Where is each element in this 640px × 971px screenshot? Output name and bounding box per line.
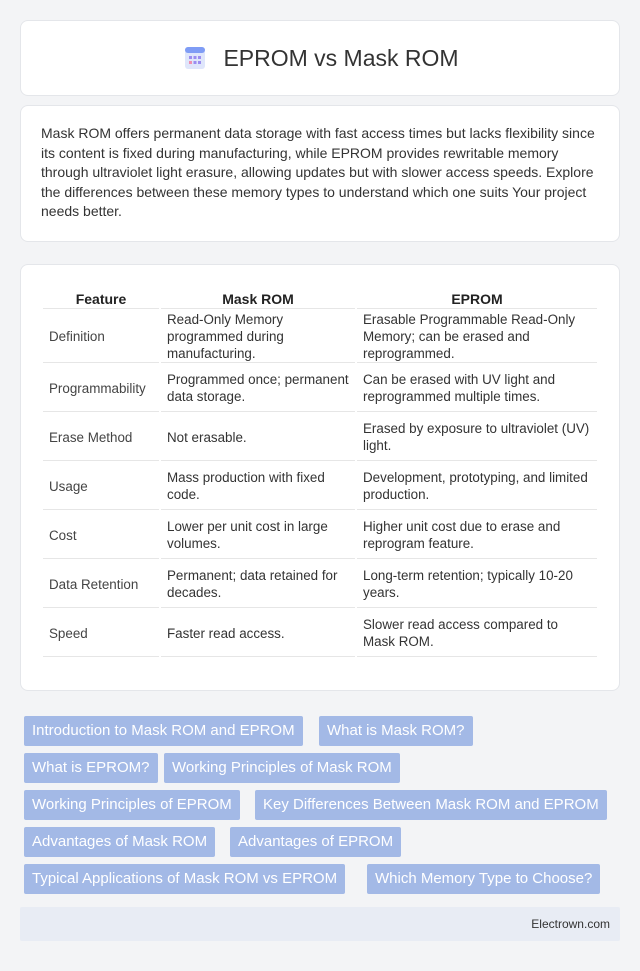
- title-wrap: [181, 44, 458, 72]
- intro-card: [20, 105, 620, 242]
- tag-what-is-eprom[interactable]: What is EPROM?: [24, 753, 158, 783]
- tag-introduction[interactable]: Introduction to Mask ROM and EPROM: [24, 716, 303, 746]
- tag-working-eprom[interactable]: Working Principles of EPROM: [24, 790, 240, 820]
- eprom-cell: Development, prototyping, and limited production.: [357, 463, 597, 510]
- footer-site[interactable]: Electrown.com: [531, 917, 610, 931]
- eprom-cell: Erasable Programmable Read-Only Memory; can be erased and reprogrammed.: [357, 311, 597, 363]
- feature-cell: Programmability: [43, 365, 159, 412]
- tag-advantages-mask-rom[interactable]: Advantages of Mask ROM: [24, 827, 215, 857]
- footer: [20, 907, 620, 941]
- tag-what-is-mask-rom[interactable]: What is Mask ROM?: [319, 716, 473, 746]
- feature-cell: Usage: [43, 463, 159, 510]
- feature-cell: Definition: [43, 311, 159, 363]
- table-row: [43, 414, 597, 461]
- header-eprom: EPROM: [357, 289, 597, 309]
- eprom-cell: Long-term retention; typically 10-20 years.: [357, 561, 597, 608]
- eprom-cell: Slower read access compared to Mask ROM.: [357, 610, 597, 657]
- title-card: [20, 20, 620, 96]
- page-title: EPROM vs Mask ROM: [223, 44, 459, 71]
- mask-rom-cell: Read-Only Memory programmed during manufacturing.: [161, 311, 355, 363]
- table-row: [43, 365, 597, 412]
- document-grid-icon: [181, 44, 209, 72]
- feature-cell: Speed: [43, 610, 159, 657]
- eprom-cell: Can be erased with UV light and reprogrammed multiple times.: [357, 365, 597, 412]
- tag-typical-applications[interactable]: Typical Applications of Mask ROM vs EPROM: [24, 864, 345, 894]
- mask-rom-cell: Permanent; data retained for decades.: [161, 561, 355, 608]
- mask-rom-cell: Lower per unit cost in large volumes.: [161, 512, 355, 559]
- header-mask-rom: Mask ROM: [161, 289, 355, 309]
- feature-cell: Data Retention: [43, 561, 159, 608]
- table-row: [43, 610, 597, 657]
- mask-rom-cell: Not erasable.: [161, 414, 355, 461]
- mask-rom-cell: Programmed once; permanent data storage.: [161, 365, 355, 412]
- tag-advantages-eprom[interactable]: Advantages of EPROM: [230, 827, 401, 857]
- comparison-table: [41, 287, 599, 659]
- table-row: [43, 463, 597, 510]
- header-feature: Feature: [43, 289, 159, 309]
- table-card: [20, 264, 620, 691]
- mask-rom-cell: Mass production with fixed code.: [161, 463, 355, 510]
- table-row: [43, 311, 597, 363]
- table-row: [43, 561, 597, 608]
- eprom-cell: Higher unit cost due to erase and reprogram feature.: [357, 512, 597, 559]
- tag-working-mask-rom[interactable]: Working Principles of Mask ROM: [164, 753, 400, 783]
- table-row: [43, 512, 597, 559]
- tag-key-differences[interactable]: Key Differences Between Mask ROM and EPROM: [255, 790, 607, 820]
- eprom-cell: Erased by exposure to ultraviolet (UV) light.: [357, 414, 597, 461]
- tag-which-to-choose[interactable]: Which Memory Type to Choose?: [367, 864, 600, 894]
- intro-text: Mask ROM offers permanent data storage with fast access times but lacks flexibility since its content is fixed during manufacturing, while EPROM provides rewritable memory through ultraviolet light erasure, allowing updates but with slower access speeds. Explore the differences between these memory types to understand which one suits Your project needs better.: [41, 125, 595, 220]
- table-header-row: [43, 289, 597, 309]
- feature-cell: Erase Method: [43, 414, 159, 461]
- feature-cell: Cost: [43, 512, 159, 559]
- mask-rom-cell: Faster read access.: [161, 610, 355, 657]
